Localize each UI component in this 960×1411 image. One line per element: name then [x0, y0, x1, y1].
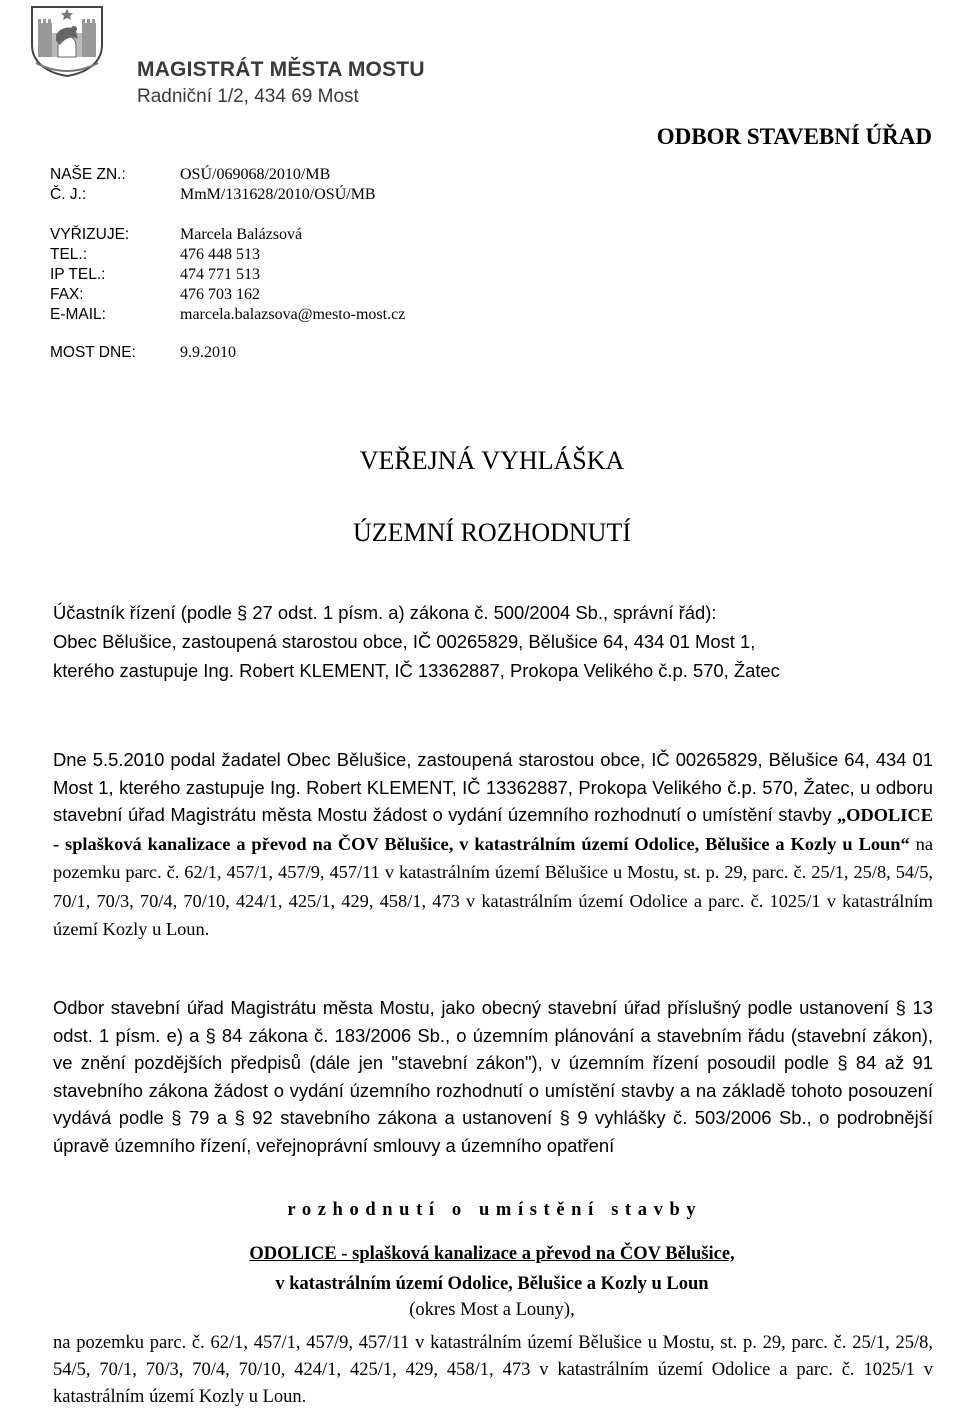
meta-row [0, 286, 700, 306]
meta-key: IP TEL.: [50, 266, 106, 283]
meta-value: 476 448 513 [180, 246, 260, 263]
date-key: MOST DNE: [50, 344, 136, 361]
participant-block [53, 598, 933, 685]
meta-row [0, 226, 700, 246]
meta-value: 474 771 513 [180, 266, 260, 283]
project-title [0, 1244, 960, 1265]
project-district: (okres Most a Louny), [409, 1300, 575, 1320]
meta-row [0, 186, 700, 206]
project-title-text: ODOLICE - splašková kanalizace a převod na ČOV Bělušice, [249, 1244, 735, 1264]
decision-parcels: na pozemku parc. č. 62/1, 457/1, 457/9, 457/11 v katastrálním území Bělušice u Mostu, st. p. 29, parc. č. 25/1, 25/8, 54/5, 70/1, 70/3, 70/4, 70/10, 424/1, 425/1, 429, 458/1, 473 v katastrálním území Odolice a parc. č. 1025/1 v katastrálním území Kozly u Loun. [53, 1333, 933, 1407]
meta-value: 476 703 162 [180, 286, 260, 303]
project-area: v katastrálním území Odolice, Bělušice a Kozly u Loun [275, 1274, 709, 1294]
organization-name: MAGISTRÁT MĚSTA MOSTU [137, 58, 425, 81]
meta-key: Č. J.: [50, 186, 87, 203]
meta-key: TEL.: [50, 246, 88, 263]
authority-paragraph: Odbor stavební úřad Magistrátu města Mostu, jako obecný stavební úřad příslušný podle ustanovení § 13 odst. 1 písm. e) a § 84 zákona č. 183/2006 Sb., o územním plánování a stavebním řádu (stavební zákon), ve znění pozdějších předpisů (dále jen "stavební zákon"), v územním řízení posoudil podle § 84 až 91 stavebního zákona žádost o vydání územního rozhodnutí o umístění stavby a na základě tohoto posouzení vydává podle § 79 a § 92 stavebního zákona a ustanovení § 9 vyhlášky č. 503/2006 Sb., o podrobnější úpravě územního řízení, veřejnoprávní smlouvy a územního opatření [53, 997, 933, 1156]
meta-row [0, 166, 700, 186]
meta-value: MmM/131628/2010/OSÚ/MB [180, 186, 376, 203]
date-value: 9.9.2010 [180, 344, 236, 361]
meta-row [0, 266, 700, 286]
participant-line: Obec Bělušice, zastoupená starostou obce, IČ 00265829, Bělušice 64, 434 01 Most 1, [53, 631, 756, 652]
application-parcels: na pozemku parc. č. 62/1, 457/1, 457/9, 457/11 v katastrálním území Bělušice u Mostu, st. p. 29, parc. č. 25/1, 25/8, 54/5, 70/1, 70/3, 70/4, 70/10, 424/1, 425/1, 429, 458/1, 473 v katastrálním území Odolice a parc. č. 1025/1 v katastrálním území Kozly u Loun. [53, 833, 933, 939]
organization-address: Radniční 1/2, 434 69 Most [137, 86, 359, 107]
project-name-bold: „ODOLICE - splašková kanalizace a převod na ČOV Bělušice, v katastrálním území Odolice, Bělušice a Kozly u Loun“ [53, 805, 933, 854]
participant-line: kterého zastupuje Ing. Robert KLEMENT, IČ 13362887, Prokopa Velikého č.p. 570, Žatec [53, 660, 780, 681]
application-paragraph [53, 746, 933, 944]
date-row [0, 344, 700, 364]
department-name: ODBOR STAVEBNÍ ÚŘAD [656, 124, 932, 149]
meta-key: VYŘIZUJE: [50, 226, 130, 243]
meta-key: FAX: [50, 286, 84, 303]
meta-key: NAŠE ZN.: [50, 166, 126, 183]
document-title: VEŘEJNÁ VYHLÁŠKA [359, 446, 625, 475]
participant-heading: Účastník řízení (podle § 27 odst. 1 písm. a) zákona č. 500/2004 Sb., správní řád): [53, 602, 717, 623]
meta-value: OSÚ/069068/2010/MB [180, 166, 331, 183]
document-subtitle: ÚZEMNÍ ROZHODNUTÍ [352, 518, 631, 547]
decision-heading: r o z h o d n u t í o u m í s t ě n í s t a v b y [287, 1200, 697, 1220]
meta-value: Marcela Balázsová [180, 226, 303, 243]
meta-key: E-MAIL: [50, 306, 106, 323]
city-coat-of-arms-logo [26, 5, 108, 77]
meta-row [0, 246, 700, 266]
meta-row [0, 306, 700, 326]
meta-value: marcela.balazsova@mesto-most.cz [180, 306, 406, 323]
application-text: Dne 5.5.2010 podal žadatel Obec Bělušice, zastoupená starostou obce, IČ 00265829, Bělušice 64, 434 01 Most 1, kterého zastupuje Ing. Robert KLEMENT, IČ 13362887, Prokopa Velikého č.p. 570, Žatec, u odboru stavební úřad Magistrátu města Mostu žádost o vydání územního rozhodnutí o umístění stavby [53, 749, 933, 825]
